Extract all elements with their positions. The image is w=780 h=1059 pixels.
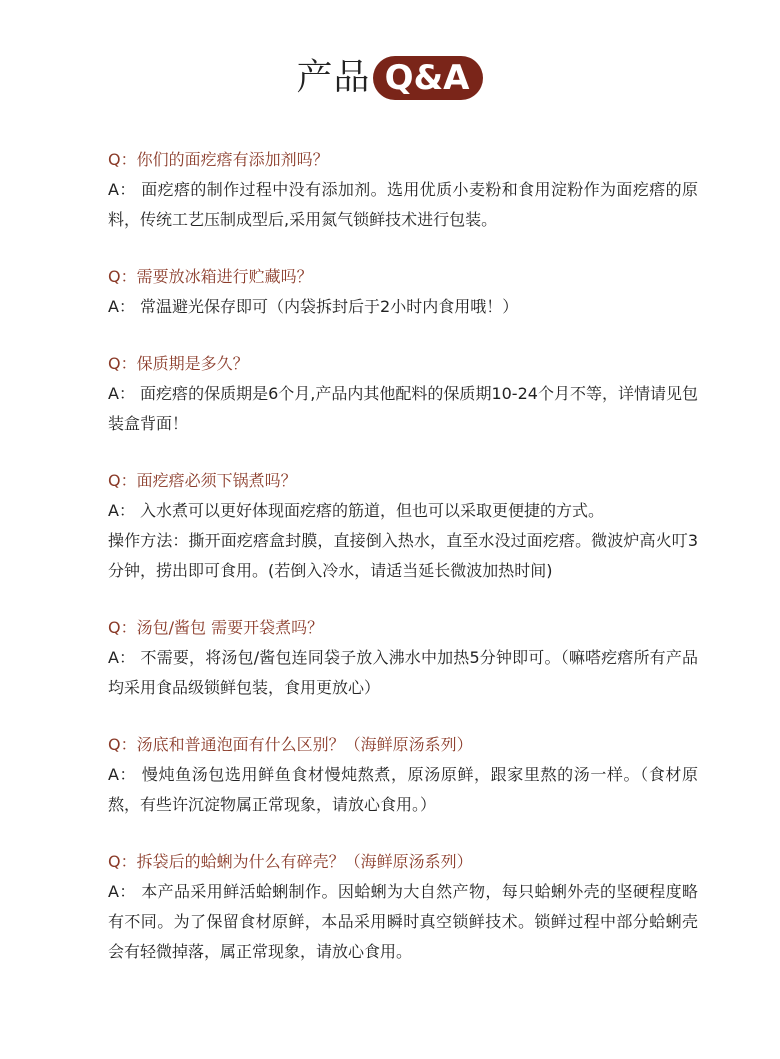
question: Q：拆袋后的蛤蜊为什么有碎壳？（海鲜原汤系列） [108,852,473,871]
qa-item-additives [108,145,698,235]
page-header [0,54,780,102]
qa-badge: Q&A [373,56,484,100]
answer: A： 不需要，将汤包/酱包连同袋子放入沸水中加热5分钟即可。（嘛嗒疙瘩所有产品均采用食品级锁鲜包装，食用更放心） [108,648,698,697]
question: Q：汤包/酱包 需要开袋煮吗？ [108,618,324,637]
question: Q：需要放冰箱进行贮藏吗？ [108,267,313,286]
qa-item-shelf-life [108,349,698,439]
question: Q：面疙瘩必须下锅煮吗？ [108,471,297,490]
answer: A： 面疙瘩的保质期是6个月,产品内其他配料的保质期10-24个月不等，详情请见包装盒背面！ [108,384,698,433]
qa-item-clam-shells [108,847,698,967]
answer: A： 慢炖鱼汤包选用鲜鱼食材慢炖熬煮，原汤原鲜，跟家里熬的汤一样。（食材原熬，有些许沉淀物属正常现象，请放心食用。） [108,765,698,814]
qa-item-storage [108,262,698,322]
page-title: 产品 [296,57,371,98]
answer: A： 入水煮可以更好体现面疙瘩的筋道，但也可以采取更便捷的方式。 [108,501,605,520]
answer: A： 面疙瘩的制作过程中没有添加剂。选用优质小麦粉和食用淀粉作为面疙瘩的原料，传统工艺压制成型后,采用氮气锁鲜技术进行包装。 [108,180,698,229]
qa-item-cooking [108,466,698,586]
question: Q：你们的面疙瘩有添加剂吗？ [108,150,329,169]
answer: A： 本产品采用鲜活蛤蜊制作。因蛤蜊为大自然产物，每只蛤蜊外壳的坚硬程度略有不同。为了保留食材原鲜，本品采用瞬时真空锁鲜技术。锁鲜过程中部分蛤蜊壳会有轻微掉落，属正常现象，请放心食用。 [108,882,698,961]
qa-item-soup-base [108,730,698,820]
qa-item-sauce-pack [108,613,698,703]
question: Q：保质期是多久？ [108,354,249,373]
question: Q：汤底和普通泡面有什么区别？（海鲜原汤系列） [108,735,473,754]
answer-method: 操作方法：撕开面疙瘩盒封膜，直接倒入热水，直至水没过面疙瘩。微波炉高火叮3分钟，捞出即可食用。(若倒入冷水，请适当延长微波加热时间) [108,531,698,580]
qa-list [108,145,698,994]
answer: A： 常温避光保存即可（内袋拆封后于2小时内食用哦！） [108,297,519,316]
